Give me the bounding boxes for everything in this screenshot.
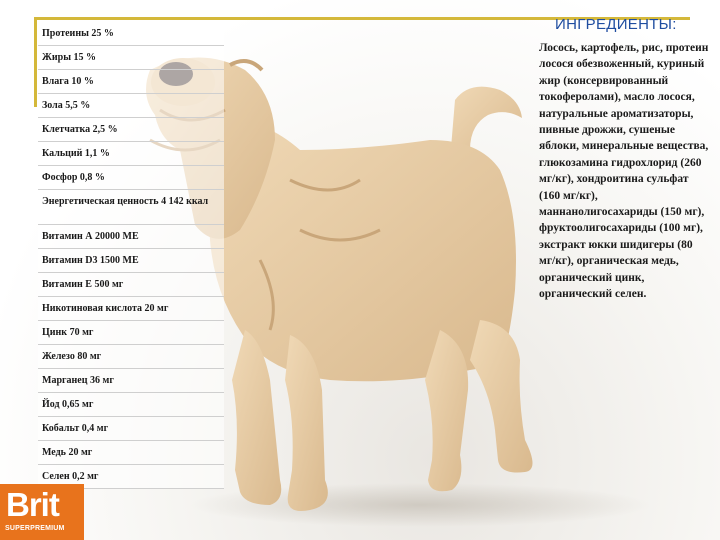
brand-tagline: SUPERPREMIUM: [5, 525, 65, 532]
nutrient-row: Влага 10 %: [38, 70, 224, 94]
nutrient-row: Зола 5,5 %: [38, 94, 224, 118]
nutrient-row: Жиры 15 %: [38, 46, 224, 70]
brit-logo: [0, 484, 84, 540]
nutrient-row: Энергетическая ценность 4 142 ккал: [38, 190, 224, 225]
nutrient-row: Витамин D3 1500 МЕ: [38, 249, 224, 273]
nutrient-row: Фосфор 0,8 %: [38, 166, 224, 190]
nutrient-row: Марганец 36 мг: [38, 369, 224, 393]
nutrient-row: Цинк 70 мг: [38, 321, 224, 345]
nutrient-row: Витамин Е 500 мг: [38, 273, 224, 297]
nutrient-row: Кобальт 0,4 мг: [38, 417, 224, 441]
nutrient-row: Клетчатка 2,5 %: [38, 118, 224, 142]
nutrient-row: Железо 80 мг: [38, 345, 224, 369]
nutrient-row: Никотиновая кислота 20 мг: [38, 297, 224, 321]
nutrient-row: Кальций 1,1 %: [38, 142, 224, 166]
nutrient-row: Йод 0,65 мг: [38, 393, 224, 417]
brand-name: Brit: [6, 486, 59, 523]
ingredients-title: ИНГРЕДИЕНТЫ:: [555, 16, 677, 33]
nutrient-row: Витамин А 20000 МЕ: [38, 225, 224, 249]
ingredients-text: Лосось, картофель, рис, протеин лосося обезвоженный, куриный жир (консервированный токоферолами), масло лосося, натуральные ароматизаторы, пивные дрожжи, сушеные яблоки, минеральные вещества, глюкозамина гидрохлорид (260 мг/кг), хондроитина сульфат (160 мг/кг), маннанолигосахариды (150 мг), фруктоолигосахариды (100 мг), экстракт юкки шидигеры (80 мг/кг), органическая медь, органический цинк, органический селен.: [539, 42, 709, 301]
nutrient-row: Медь 20 мг: [38, 441, 224, 465]
nutrient-row: Протеины 25 %: [38, 22, 224, 46]
left-accent-rule: [34, 17, 37, 107]
nutrient-table: [38, 22, 224, 489]
nutrient-row: Селен 0,2 мг: [38, 465, 224, 489]
